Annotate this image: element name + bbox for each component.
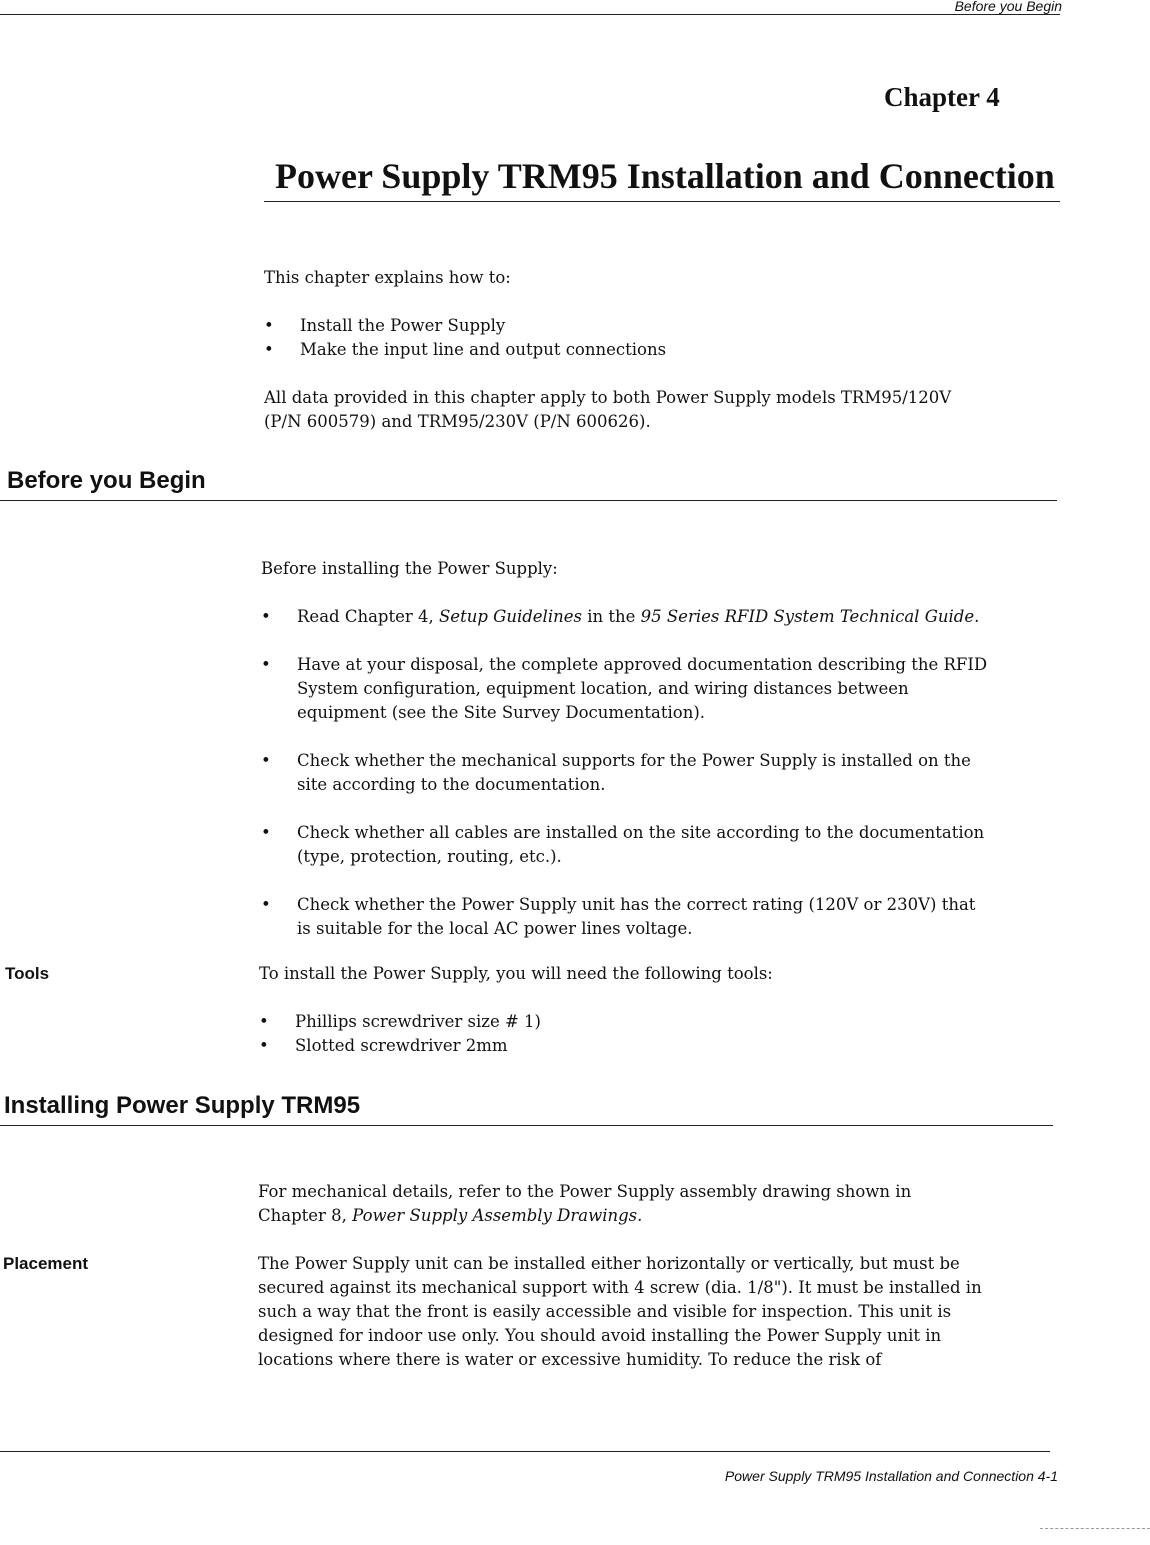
- before-lead: Before installing the Power Supply:: [261, 559, 558, 578]
- header-rule: [0, 14, 1060, 15]
- section-heading-installing: Installing Power Supply TRM95: [4, 1092, 361, 1119]
- bullet-line: • Check whether all cables are installed on the site according to the documentation: [297, 823, 985, 842]
- chapter-title: Power Supply TRM95 Installation and Connection: [275, 156, 1055, 196]
- bullet-text: in the: [581, 607, 641, 626]
- bullet-line: • Check whether the Power Supply unit has the correct rating (120V or 230V) that: [297, 895, 976, 914]
- bullet-emphasis: Setup Guidelines: [439, 607, 582, 626]
- bullet-line: • Have at your disposal, the complete approved documentation describing the RFID: [297, 655, 988, 674]
- list-item: • Phillips screwdriver size # 1): [259, 1010, 1059, 1034]
- tools-section: [259, 962, 1059, 1058]
- list-item: • Install the Power Supply: [264, 314, 1054, 338]
- section-rule: [0, 500, 1057, 501]
- installing-section: [258, 1180, 1058, 1228]
- placement-section: [258, 1252, 1058, 1372]
- scan-artifact: [1040, 1528, 1150, 1529]
- list-item: • Slotted screwdriver 2mm: [259, 1034, 1059, 1058]
- list-item: [261, 821, 1061, 869]
- list-item: [261, 605, 1061, 629]
- placement-line: secured against its mechanical support with 4 screw (dia. 1/8"). It must be installed in: [258, 1278, 982, 1297]
- bullet-line: • Check whether the mechanical supports for the Power Supply is installed on the: [297, 751, 971, 770]
- list-item: [261, 653, 1061, 725]
- bullet-line: site according to the documentation.: [297, 775, 606, 794]
- running-footer: Power Supply TRM95 Installation and Connection 4-1: [724, 1468, 1058, 1484]
- tools-lead: To install the Power Supply, you will need the following tools:: [259, 964, 773, 983]
- before-you-begin-section: [261, 557, 1061, 941]
- intro-note-line: All data provided in this chapter apply to both Power Supply models TRM95/120V: [264, 388, 952, 407]
- intro-section: [264, 266, 1054, 434]
- installing-ref-line: [258, 1204, 1058, 1228]
- intro-bullet-list: [264, 314, 1054, 362]
- footer-rule: [0, 1451, 1050, 1452]
- intro-note-line: (P/N 600579) and TRM95/230V (P/N 600626).: [264, 412, 651, 431]
- placement-line: locations where there is water or excessive humidity. To reduce the risk of: [258, 1350, 882, 1369]
- tools-bullet-list: [259, 1010, 1059, 1058]
- placement-line: such a way that the front is easily accessible and visible for inspection. This unit is: [258, 1302, 952, 1321]
- installing-ref-line: For mechanical details, refer to the Power Supply assembly drawing shown in: [258, 1182, 912, 1201]
- running-header: Before you Begin: [954, 0, 1062, 14]
- chapter-label: Chapter 4: [884, 82, 1000, 112]
- bullet-line: System configuration, equipment location, and wiring distances between: [297, 679, 909, 698]
- bullet-line: equipment (see the Site Survey Documentation).: [297, 703, 706, 722]
- ref-text: Chapter 8,: [258, 1206, 353, 1225]
- placement-line: designed for indoor use only. You should avoid installing the Power Supply unit in: [258, 1326, 942, 1345]
- list-item: [261, 893, 1061, 941]
- list-item: [261, 749, 1061, 797]
- bullet-text: Read Chapter 4,: [297, 607, 439, 626]
- section-rule: [0, 1125, 1053, 1126]
- bullet-line: (type, protection, routing, etc.).: [297, 847, 562, 866]
- title-rule: [264, 201, 1060, 202]
- intro-lead: This chapter explains how to:: [264, 268, 511, 287]
- placement-line: The Power Supply unit can be installed either horizontally or vertically, but must be: [258, 1254, 960, 1273]
- side-heading-tools: Tools: [5, 964, 50, 983]
- ref-emphasis: Power Supply Assembly Drawings.: [352, 1206, 643, 1225]
- side-heading-placement: Placement: [3, 1254, 89, 1273]
- list-item: • Make the input line and output connections: [264, 338, 1054, 362]
- before-bullet-list: [261, 605, 1061, 941]
- bullet-line: is suitable for the local AC power lines voltage.: [297, 919, 693, 938]
- bullet-emphasis: 95 Series RFID System Technical Guide.: [640, 607, 980, 626]
- section-heading-before-you-begin: Before you Begin: [7, 467, 206, 494]
